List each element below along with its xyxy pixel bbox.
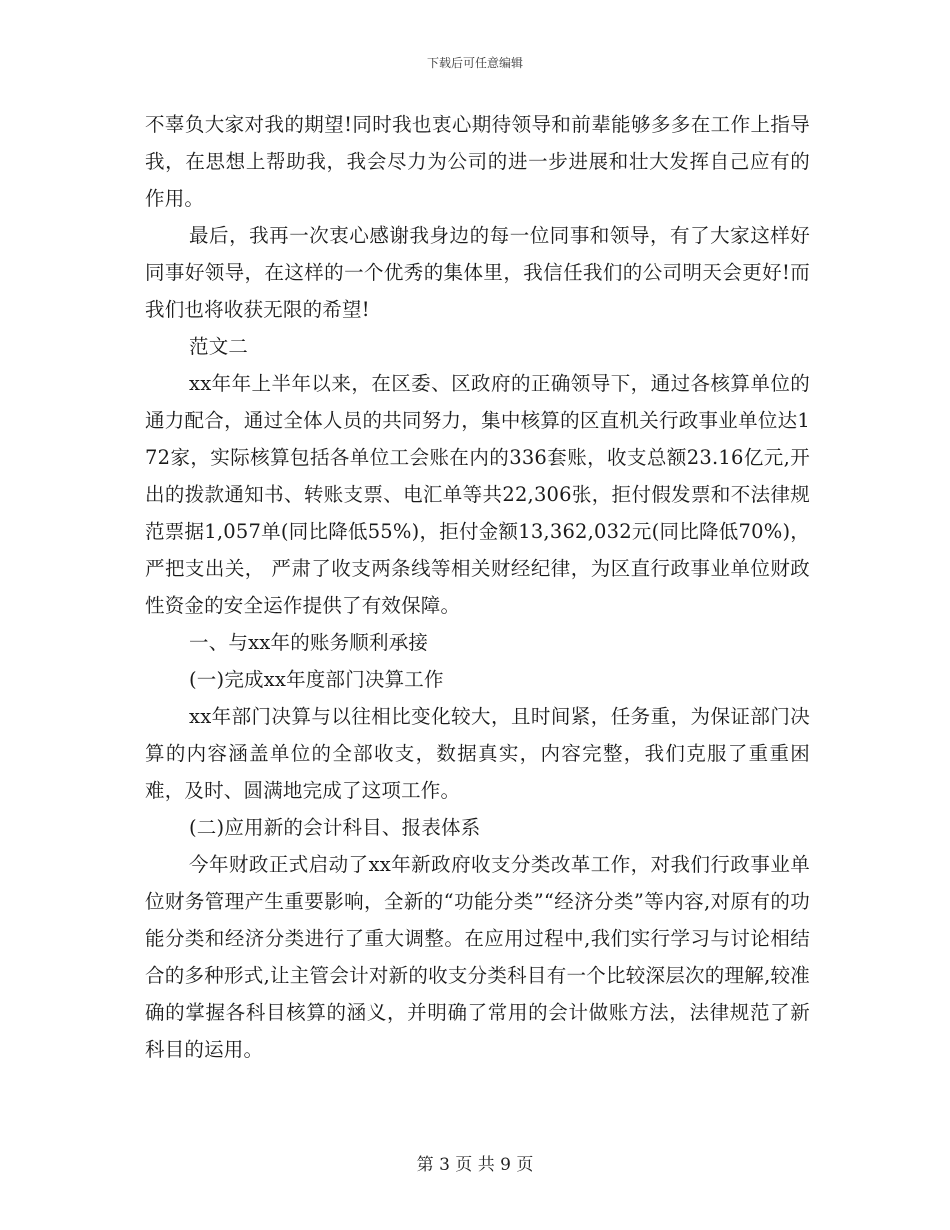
paragraph-closing-wish: 不辜负大家对我的期望!同时我也衷心期待领导和前辈能够多多在工作上指导我，在思想上帮助我，我会尽力为公司的进一步进展和壮大发挥自己应有的作用。 — [145, 113, 810, 210]
heading-account-handover: 一、与xx年的账务顺利承接 — [189, 631, 429, 654]
paragraph-new-accounting-system: 今年财政正式启动了xx年新政府收支分类改革工作，对我们行政事业单位财务管理产生重要影响，全新的“功能分类”“经济分类”等内容,对原有的功能分类和经济分类进行了重大调整。在应用过程中,我们实行学习与讨论相结合的多种形式,让主管会计对新的收支分类科目有一个比较深层次的理解,较准确的掌握各科目核算的涵义，并明确了常用的会计做账方法，法律规范了新科目的运用。 — [145, 853, 810, 1061]
paragraph-final-accounts: xx年部门决算与以往相比变化较大，且时间紧，任务重，为保证部门决算的内容涵盖单位的全部收支，数据真实，内容完整，我们克服了重重困难，及时、圆满地完成了这项工作。 — [145, 705, 810, 802]
paragraph-final-thanks: 最后，我再一次衷心感谢我身边的每一位同事和领导，有了大家这样好同事好领导，在这样的一个优秀的集体里，我信任我们的公司明天会更好!而我们也将收获无限的希望! — [145, 224, 810, 321]
document-body — [145, 106, 810, 1068]
paragraph-half-year-summary: xx年年上半年以来，在区委、区政府的正确领导下，通过各核算单位的通力配合，通过全体人员的共同努力，集中核算的区直机关行政事业单位达172家，实际核算包括各单位工会账在内的336套账，收支总额23.16亿元,开出的拨款通知书、转账支票、电汇单等共22,306张，拒付假发票和不法律规范票据1,057单(同比降低55%)，拒付金额13,362,032元(同比降低70%)，严把支出关， 严肃了收支两条线等相关财经纪律，为区直行政事业单位财政性资金的安全运作提供了有效保障。 — [145, 372, 810, 617]
subheading-new-accounting-system: (二)应用新的会计科目、报表体系 — [189, 816, 481, 839]
page-number: 第 3 页 共 9 页 — [416, 1155, 534, 1175]
subheading-final-accounts: (一)完成xx年度部门决算工作 — [189, 668, 444, 691]
section-heading-sample-two: 范文二 — [189, 335, 249, 358]
page-header-note: 下载后可任意编辑 — [426, 56, 523, 70]
